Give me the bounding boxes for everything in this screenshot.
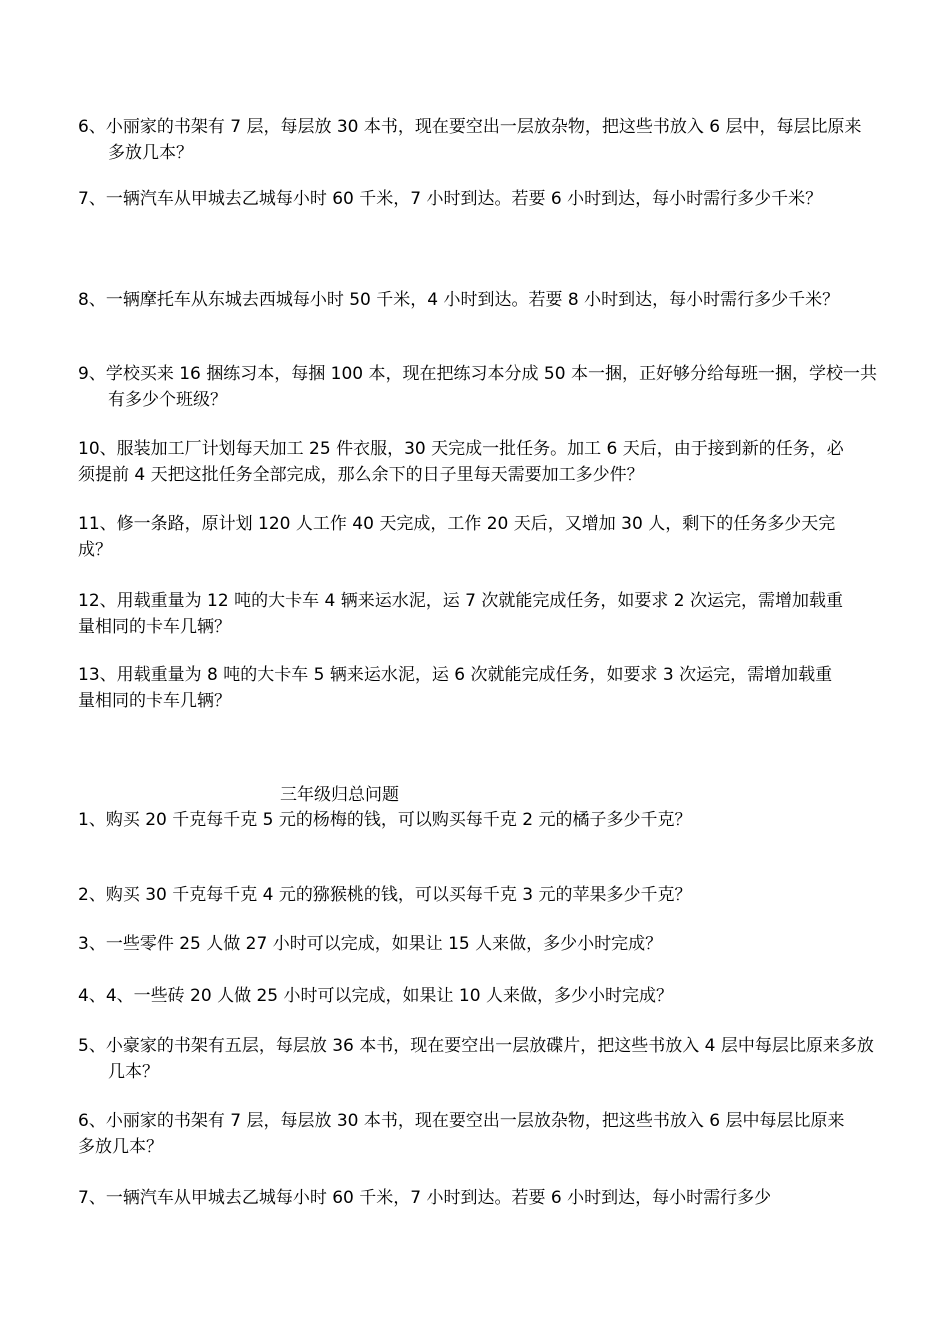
question-1: 1、购买 20 千克每千克 5 元的杨梅的钱，可以购买每千克 2 元的橘子多少千克？ — [78, 810, 692, 830]
question-11: 11、修一条路，原计划 120 人工作 40 天完成，工作 20 天后，又增加 30 人，剩下的任务多少天完成？ — [78, 514, 836, 560]
question-6: 6、小丽家的书架有 7 层，每层放 30 本书，现在要空出一层放杂物，把这些书放入 6 层中，每层比原来多放几本？ — [78, 117, 862, 163]
question-9: 9、学校买来 16 捆练习本，每捆 100 本，现在把练习本分成 50 本一捆，正好够分给每班一捆，学校一共有多少个班级？ — [78, 364, 877, 410]
question-13: 13、用载重量为 8 吨的大卡车 5 辆来运水泥，运 6 次就能完成任务，如要求 3 次运完，需增加载重量相同的卡车几辆？ — [78, 665, 833, 711]
question-8: 8、一辆摩托车从东城去西城每小时 50 千米，4 小时到达。若要 8 小时到达，每小时需行多少千米？ — [78, 290, 840, 310]
question-2: 2、购买 30 千克每千克 4 元的猕猴桃的钱，可以买每千克 3 元的苹果多少千克？ — [78, 885, 692, 905]
section-heading: 三年级归总问题 — [280, 785, 399, 805]
question-7b: 7、一辆汽车从甲城去乙城每小时 60 千米，7 小时到达。若要 6 小时到达，每小时需行多少 — [78, 1188, 772, 1208]
question-3: 3、一些零件 25 人做 27 小时可以完成，如果让 15 人来做，多少小时完成？ — [78, 934, 663, 954]
question-10: 10、服装加工厂计划每天加工 25 件衣服，30 天完成一批任务。加工 6 天后，由于接到新的任务，必须提前 4 天把这批任务全部完成，那么余下的日子里每天需要加工多少件？ — [78, 439, 844, 485]
question-6b: 6、小丽家的书架有 7 层，每层放 30 本书，现在要空出一层放杂物，把这些书放入 6 层中每层比原来多放几本？ — [78, 1111, 845, 1157]
question-7: 7、一辆汽车从甲城去乙城每小时 60 千米，7 小时到达。若要 6 小时到达，每小时需行多少千米？ — [78, 189, 823, 209]
question-12: 12、用载重量为 12 吨的大卡车 4 辆来运水泥，运 7 次就能完成任务，如要求 2 次运完，需增加载重量相同的卡车几辆？ — [78, 591, 843, 637]
question-5: 5、小豪家的书架有五层，每层放 36 本书，现在要空出一层放碟片，把这些书放入 4 层中每层比原来多放几本？ — [78, 1036, 874, 1082]
question-4: 4、4、一些砖 20 人做 25 小时可以完成，如果让 10 人来做，多少小时完成？ — [78, 986, 673, 1006]
